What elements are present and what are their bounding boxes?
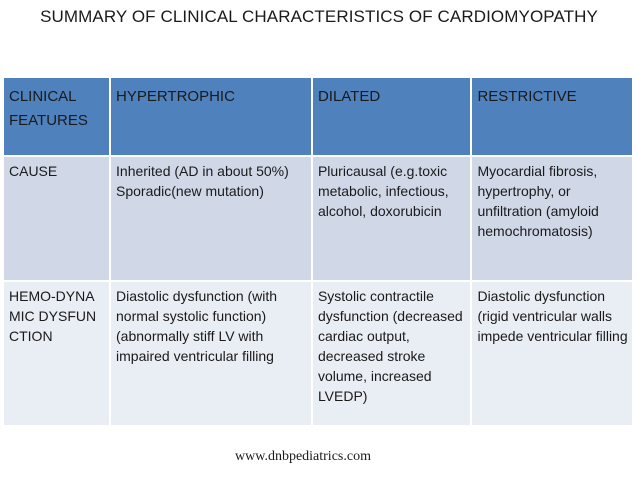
header-dilated: DILATED	[312, 77, 472, 156]
cell-feature-hemodynamic: HEMO-DYNAMIC DYSFUNCTION	[3, 281, 110, 426]
website-footer: www.dnbpediatrics.com	[235, 449, 371, 464]
cardiomyopathy-summary-table	[2, 76, 634, 427]
table-header-row	[3, 77, 633, 156]
cell-feature-cause: CAUSE	[3, 156, 110, 281]
cell-dilated-cause: Pluricausal (e.g.toxic metabolic, infectious, alcohol, doxorubicin	[312, 156, 472, 281]
header-hypertrophic: HYPERTROPHIC	[110, 77, 312, 156]
cell-restrictive-cause: Myocardial fibrosis, hypertrophy, or unfiltration (amyloid hemochromatosis)	[471, 156, 633, 281]
table-row-hemodynamic	[3, 281, 633, 426]
header-restrictive: RESTRICTIVE	[471, 77, 633, 156]
header-clinical-features: CLINICAL FEATURES	[3, 77, 110, 156]
cell-hypertrophic-cause: Inherited (AD in about 50%) Sporadic(new mutation)	[110, 156, 312, 281]
cell-hypertrophic-hemodynamic: Diastolic dysfunction (with normal systolic function) (abnormally stiff LV with impaired ventricular filling	[110, 281, 312, 426]
cell-restrictive-hemodynamic: Diastolic dysfunction (rigid ventricular walls impede ventricular filling	[471, 281, 633, 426]
table-row-cause	[3, 156, 633, 281]
cell-dilated-hemodynamic: Systolic contractile dysfunction (decreased cardiac output, decreased stroke volume, increased LVEDP)	[312, 281, 472, 426]
slide-title: SUMMARY OF CLINICAL CHARACTERISTICS OF CARDIOMYOPATHY	[40, 7, 598, 26]
